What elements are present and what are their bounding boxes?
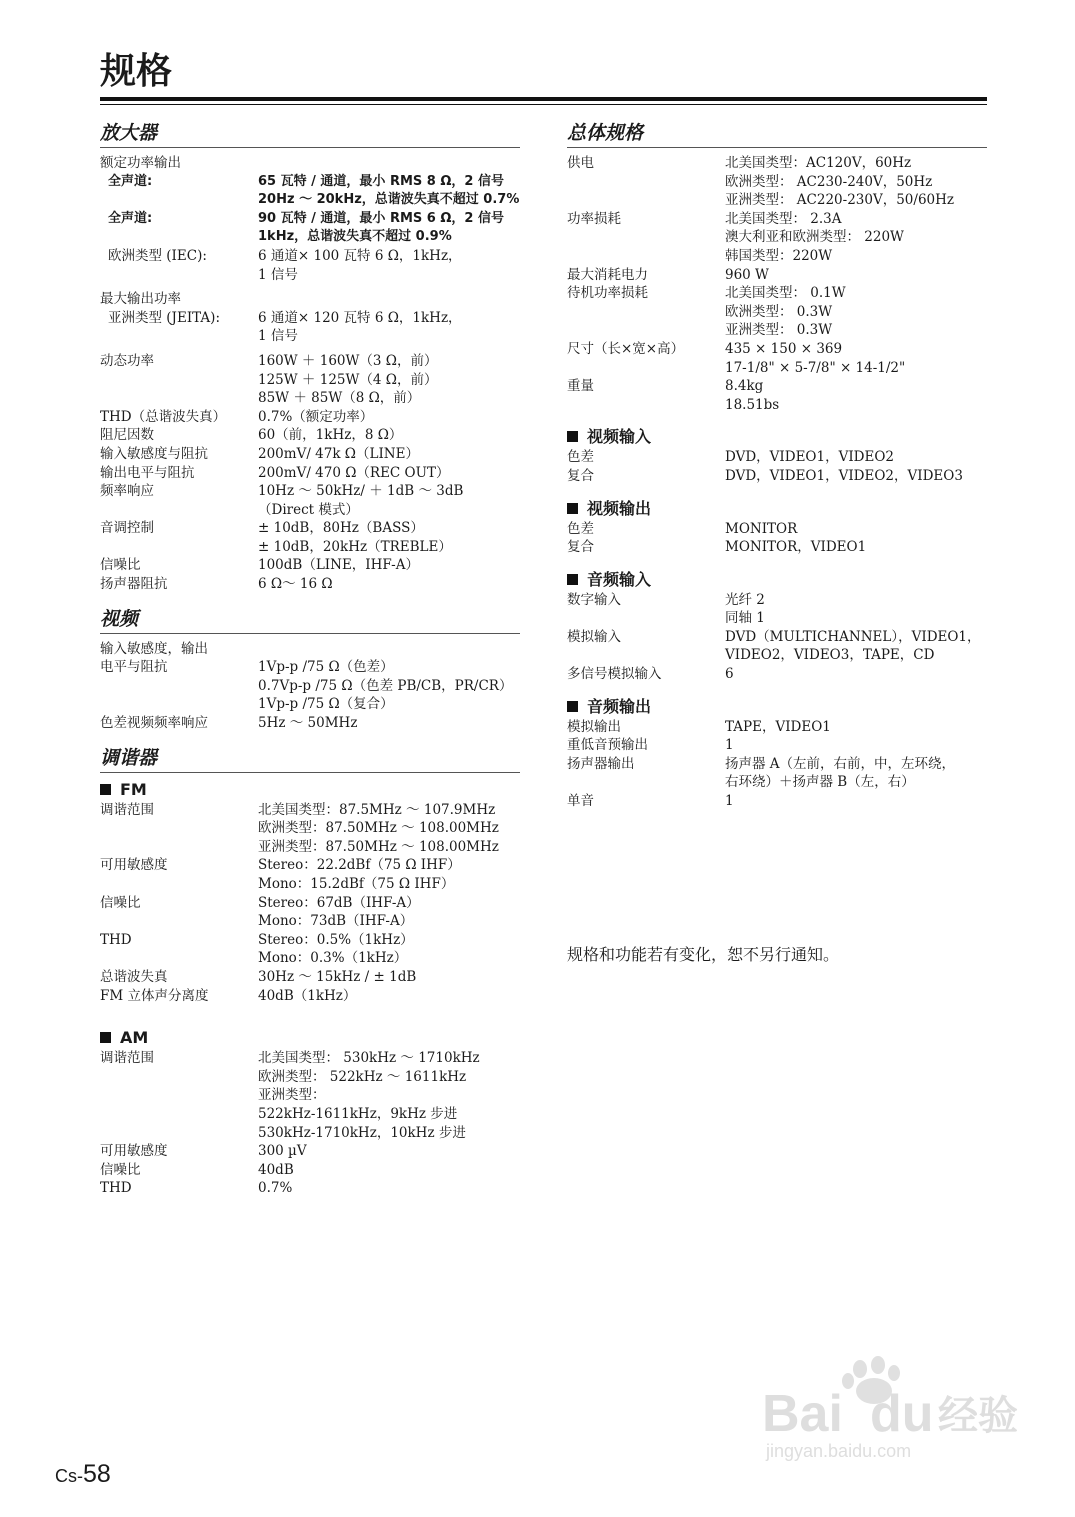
spec-row	[567, 736, 987, 755]
square-bullet-icon	[100, 784, 111, 795]
square-bullet-icon	[567, 574, 578, 585]
spec-label: 数字输入	[567, 591, 621, 608]
spec-label: 尺寸（长×宽×高）	[567, 340, 685, 357]
subheading-label: AM	[120, 1028, 149, 1048]
spec-row	[100, 801, 520, 857]
section-heading-amplifier: 放大器	[100, 120, 520, 148]
spec-value: ± 10dB，80Hz（BASS） ± 10dB，20kHz（TREBLE）	[258, 520, 452, 555]
spec-row	[567, 628, 987, 665]
spec-row	[567, 467, 987, 486]
svg-text:Bai: Bai	[762, 1385, 843, 1443]
section-heading-general: 总体规格	[567, 120, 987, 148]
spec-label: 信噪比	[100, 894, 141, 911]
spec-label: 复合	[567, 467, 594, 484]
spec-label: 复合	[567, 539, 594, 556]
spec-row	[567, 154, 987, 210]
spec-row	[100, 575, 520, 594]
spec-label: 额定功率输出	[100, 155, 181, 171]
spec-value: 北美国类型：87.5MHz ～ 107.9MHz 欧洲类型：87.50MHz ～ 108.00MHz 亚洲类型：87.50MHz ～ 108.00MHz	[258, 801, 499, 855]
spec-label: 亚洲类型 (JEITA):	[108, 309, 220, 326]
spec-row	[567, 718, 987, 737]
spec-row	[100, 210, 520, 247]
subheading-label: FM	[120, 779, 147, 799]
spec-label: 供电	[567, 155, 594, 171]
spec-value: DVD，VIDEO1，VIDEO2，VIDEO3	[725, 467, 963, 484]
spec-label: 多信号模拟输入	[567, 666, 662, 683]
subheading-audio-input	[567, 569, 987, 591]
spec-value: 30Hz ～ 15kHz / ± 1dB	[258, 968, 417, 985]
spec-value: 65 瓦特 / 通道，最小 RMS 8 Ω，2 信号 20Hz ～ 20kHz，总谐波失真不超过 0.7%	[258, 173, 520, 208]
spec-label: 电平与阻抗	[100, 659, 168, 676]
spec-value: 90 瓦特 / 通道，最小 RMS 6 Ω，2 信号 1kHz，总谐波失真不超过 0.9%	[258, 210, 509, 245]
page-number	[55, 1458, 111, 1492]
spec-value: 北美国类型： 2.3A 澳大利亚和欧洲类型： 220W 韩国类型：220W	[725, 210, 904, 264]
spec-row	[567, 665, 987, 684]
spec-label: 模拟输出	[567, 718, 621, 735]
subheading-label: 视频输入	[587, 427, 652, 447]
subheading-audio-output	[567, 696, 987, 718]
title-rule	[100, 97, 987, 101]
right-column	[567, 120, 987, 811]
spec-label: 扬声器输出	[567, 755, 635, 772]
spec-row	[100, 931, 520, 968]
spec-label: 欧洲类型 (IEC):	[108, 247, 207, 264]
spec-label: 模拟输入	[567, 628, 621, 645]
spec-label: 色差	[567, 520, 594, 537]
spec-label: 扬声器阻抗	[100, 576, 168, 593]
spec-label: 总谐波失真	[100, 968, 168, 985]
spec-row	[100, 154, 520, 173]
spec-label: 动态功率	[100, 352, 154, 369]
subheading-label: 音频输入	[587, 569, 652, 589]
spec-row	[100, 658, 520, 714]
subheading-video-output	[567, 498, 987, 520]
spec-row	[567, 755, 987, 792]
spec-row	[567, 340, 987, 377]
spec-label: 全声道:	[108, 173, 153, 189]
spec-label: 输入敏感度，输出	[100, 640, 208, 657]
spec-label: THD	[100, 1180, 132, 1197]
spec-value: 200mV/ 47k Ω（LINE）	[258, 445, 419, 462]
spec-value: 光纤 2 同轴 1	[725, 591, 765, 627]
spec-label: 调谐范围	[100, 1050, 154, 1067]
spec-row	[567, 538, 987, 557]
spec-label: 重低音预输出	[567, 737, 648, 754]
left-column	[100, 120, 520, 1198]
spec-label: 色差	[567, 449, 594, 466]
spec-value: 60（前，1kHz，8 Ω）	[258, 427, 403, 444]
subheading-fm	[100, 779, 520, 801]
spec-row	[100, 1161, 520, 1180]
spec-row	[100, 408, 520, 427]
square-bullet-icon	[567, 503, 578, 514]
spec-label: 待机功率损耗	[567, 285, 648, 302]
spec-row	[100, 482, 520, 519]
spec-value: Stereo：22.2dBf（75 Ω IHF） Mono：15.2dBf（75 Ω IHF）	[258, 857, 461, 892]
spec-value: 5Hz ～ 50MHz	[258, 715, 358, 732]
spec-row	[100, 1142, 520, 1161]
audio-input-list	[567, 591, 987, 684]
spec-value: MONITOR，VIDEO1	[725, 539, 867, 556]
spec-row	[567, 210, 987, 266]
spec-row	[100, 640, 520, 659]
spec-label: 可用敏感度	[100, 857, 168, 874]
spec-value: 6 通道× 100 瓦特 6 Ω，1kHz， 1 信号	[258, 247, 462, 283]
spec-label: 最大输出功率	[100, 291, 181, 308]
audio-output-list	[567, 718, 987, 811]
video-output-list	[567, 520, 987, 557]
svg-text:经验: 经验	[938, 1394, 1018, 1438]
spec-row	[100, 968, 520, 987]
watermark	[758, 1355, 1018, 1465]
spec-row	[100, 426, 520, 445]
spec-label: 调谐范围	[100, 801, 154, 818]
spec-label: THD	[100, 931, 132, 948]
title-rule-thin	[100, 104, 987, 105]
square-bullet-icon	[567, 431, 578, 442]
spec-value: 10Hz ～ 50kHz/ ＋ 1dB ～ 3dB （Direct 模式）	[258, 483, 464, 518]
watermark-url: jingyan.baidu.com	[766, 1441, 912, 1461]
spec-value: 1	[725, 793, 734, 810]
spec-row	[100, 1179, 520, 1198]
spec-row	[100, 290, 520, 309]
spec-value: DVD，VIDEO1，VIDEO2	[725, 449, 894, 466]
spec-label: 信噪比	[100, 1161, 141, 1178]
spec-row	[567, 448, 987, 467]
spec-row	[100, 856, 520, 893]
spec-value: 8.4kg 18.51bs	[725, 378, 780, 413]
spec-label: 阻尼因数	[100, 427, 154, 444]
spec-label: 重量	[567, 378, 594, 395]
square-bullet-icon	[100, 1032, 111, 1043]
subheading-video-input	[567, 426, 987, 448]
spec-row	[100, 519, 520, 556]
spec-value: 北美国类型： 530kHz ～ 1710kHz 欧洲类型： 522kHz ～ 1611kHz 亚洲类型： 522kHz-1611kHz，9kHz 步进 530kHz-1710kHz，10kHz 步进	[258, 1050, 480, 1141]
fm-spec-list	[100, 801, 520, 1006]
spec-value: 40dB	[258, 1161, 294, 1178]
subheading-label: 音频输出	[587, 696, 652, 716]
spec-value: 200mV/ 470 Ω（REC OUT）	[258, 464, 450, 481]
amplifier-spec-list	[100, 154, 520, 594]
spec-label: 输入敏感度与阻抗	[100, 445, 208, 462]
spec-value: TAPE，VIDEO1	[725, 718, 831, 735]
spec-value: Stereo：67dB（IHF-A） Mono：73dB（IHF-A）	[258, 894, 420, 930]
spec-row	[100, 714, 520, 733]
spec-value: 北美国类型： 0.1W 欧洲类型： 0.3W 亚洲类型： 0.3W	[725, 285, 846, 339]
spec-value: 6	[725, 666, 734, 683]
spec-value: DVD（MULTICHANNEL），VIDEO1， VIDEO2，VIDEO3，TAPE，CD	[725, 628, 981, 664]
subheading-label: 视频输出	[587, 498, 652, 518]
spec-value: 1	[725, 737, 734, 754]
spec-value: 40dB（1kHz）	[258, 987, 357, 1004]
spec-value: 435 × 150 × 369 17-1/8" × 5-7/8" × 14-1/2"	[725, 340, 906, 376]
spec-label: 信噪比	[100, 557, 141, 574]
spec-row	[567, 377, 987, 414]
spec-label: 最大消耗电力	[567, 266, 648, 283]
spec-label: 可用敏感度	[100, 1143, 168, 1160]
general-spec-list	[567, 154, 987, 414]
spec-row	[567, 266, 987, 285]
spec-row	[100, 247, 520, 284]
svg-text:du: du	[870, 1385, 934, 1443]
spec-label: 频率响应	[100, 483, 154, 500]
spec-row	[100, 1049, 520, 1142]
spec-row	[100, 173, 520, 210]
spec-label: 单音	[567, 793, 594, 810]
spec-value: 0.7%（额定功率）	[258, 408, 374, 425]
footer-note: 规格和功能若有变化，恕不另行通知。	[567, 945, 840, 964]
square-bullet-icon	[567, 701, 578, 712]
spec-label: 输出电平与阻抗	[100, 464, 195, 481]
spec-row	[567, 591, 987, 628]
spec-value: 6 Ω～ 16 Ω	[258, 576, 333, 593]
spec-value: 0.7%	[258, 1180, 293, 1197]
spec-row	[100, 309, 520, 346]
spec-value: 1Vp-p /75 Ω（色差） 0.7Vp-p /75 Ω（色差 PB/CB，PR/CR） 1Vp-p /75 Ω（复合）	[258, 659, 513, 713]
spec-label: 音调控制	[100, 520, 154, 537]
spec-row	[567, 792, 987, 811]
section-heading-tuner: 调谐器	[100, 745, 520, 773]
spec-row	[100, 894, 520, 931]
spec-row	[100, 987, 520, 1006]
spec-label: 色差视频频率响应	[100, 715, 208, 732]
spec-value: 扬声器 A（左前，右前，中，左环绕， 右环绕）＋扬声器 B（左，右）	[725, 755, 956, 791]
spec-value: 100dB（LINE，IHF-A）	[258, 557, 419, 574]
page-title: 规格	[100, 51, 173, 92]
spec-row	[567, 284, 987, 340]
spec-label: 全声道:	[108, 210, 153, 226]
spec-row	[100, 352, 520, 408]
baidu-paw-logo-icon	[758, 1355, 1018, 1465]
spec-row	[100, 445, 520, 464]
video-spec-list	[100, 640, 520, 733]
spec-value: MONITOR	[725, 520, 798, 537]
spec-value: 160W ＋ 160W（3 Ω，前） 125W ＋ 125W（4 Ω，前） 85W ＋ 85W（8 Ω，前）	[258, 352, 438, 407]
spec-label: 功率损耗	[567, 210, 621, 227]
video-input-list	[567, 448, 987, 485]
subheading-am	[100, 1027, 520, 1049]
spec-value: 北美国类型：AC120V，60Hz 欧洲类型： AC230-240V，50Hz 亚洲类型： AC220-230V，50/60Hz	[725, 155, 955, 209]
spec-row	[100, 464, 520, 483]
spec-value: 300 µV	[258, 1143, 307, 1160]
section-heading-video: 视频	[100, 606, 520, 634]
spec-value: Stereo：0.5%（1kHz） Mono：0.3%（1kHz）	[258, 931, 414, 967]
spec-row	[567, 520, 987, 539]
am-spec-list	[100, 1049, 520, 1198]
spec-value: 960 W	[725, 266, 769, 283]
spec-row	[100, 556, 520, 575]
page-number-value: 58	[83, 1460, 111, 1488]
spec-label: FM 立体声分离度	[100, 987, 209, 1004]
page-prefix: Cs-	[55, 1466, 83, 1486]
spec-label: THD（总谐波失真）	[100, 408, 227, 425]
spec-value: 6 通道× 120 瓦特 6 Ω，1kHz， 1 信号	[258, 309, 462, 345]
